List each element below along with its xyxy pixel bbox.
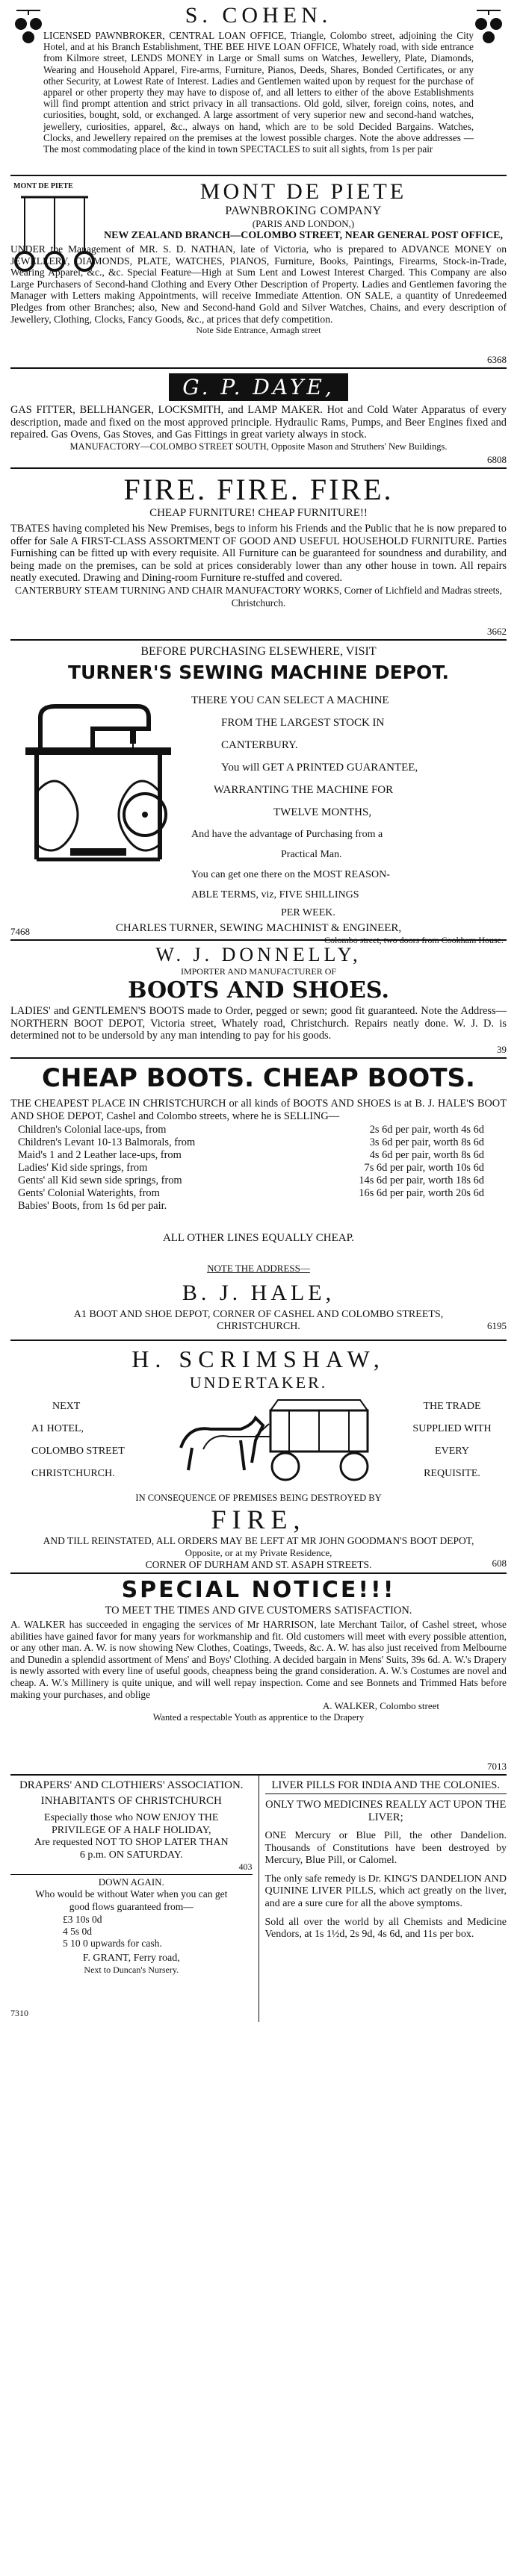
ad-mont-de-piete (10, 179, 507, 369)
ad-subtitle: PAWNBROKING COMPANY (225, 205, 382, 217)
price-row (18, 1200, 484, 1213)
ad-body: LICENSED PAWNBROKER, CENTRAL LOAN OFFICE, Triangle, Colombo street, adjoining the City Hotel, and at his Branch Establishment, THE BEE HIVE LOAN OFFICE, Whately road, with side entrance from Kilmore street, LENDS MONEY in Large or Small sums on Watches, Jewellery, Plate, Diamonds, Wearing and Household Apparel, Fire-arms, Furniture, Pianos, Deeds, Shares, Bonded Certificates, or any other Security, at Lowest Rate of Interest. Ladies and Gentlemen waited upon by request for the purchase of apparel or other property they may have to dispose of, and all letters to either of the above Establishments will find prompt attention and strict privacy in all transactions. Old gold, silver, foreign coins, notes, and curiosities, bought, sold, or exchanged. A large assortment of very superior new and second-hand watches, jewellery, curiosities, apparel, &c., always on hand, which are to be sold Decided Bargains. Watches, Clocks, and Jewellery repaired on the premises at the lowest possible charges. Note the above addresses — The most commodating place of the kind in town SPECTACLES to suit all sights, from 1s per pair (43, 30, 474, 155)
ad-line: Practical Man. (281, 849, 342, 860)
ad-paragraph: The only safe remedy is Dr. KING'S DANDELION AND QUININE LIVER PILLS, which act greatly on the liver, and are a sure cure for all the above symptoms. (264, 1873, 507, 1909)
ad-body: TBATES having completed his New Premises, begs to inform his Friends and the Public that he is now prepared to offer for Sale A FIRST-CLASS ASSORTMENT OF GOOD AND USEFUL HOUSEHOLD FURNITURE. Parties Furnishing can be fitted up with every requisite. All Furniture can be guaranteed for soundness and durability, and being made on the premises, can be sold at prices considerably lower than any other house in town. All repairs neatly executed. Drawing and Dining-room Furniture re-stuffed and covered. (10, 523, 507, 585)
ad-address: CANTERBURY STEAM TURNING AND CHAIR MANUFACTORY WORKS, Corner of Lichfield and Madras streets, Christchurch. (15, 584, 502, 609)
ad-subtitle: IMPORTER AND MANUFACTURER OF (180, 966, 337, 977)
price-value: 3s 6d per pair, worth 8s 6d (369, 1136, 484, 1149)
price-item: £3 10s 0d (63, 1913, 102, 1925)
ad-name: F. GRANT, Ferry road, (82, 1952, 180, 1964)
ad-paragraph: Who would be without Water when you can get good flows guaranteed from— (35, 1888, 228, 1912)
divider (265, 1793, 507, 1794)
ad-body: A. WALKER has succeeded in engaging the services of Mr HARRISON, late Merchant Tailor, of Cashel street, whose abilities have gained favor for many years for workmanship and fit. Old customers will meet with every possible attention, or any other man. A. W. is now showing New Clothes, Coatings, Tweeds, &c. A. W. has also just received from Melbourne and Dunedin a splendid assortment of Mens' and Boys' Clothing. A decided bargain in Mens' Suits, 39s 6d. A. W.'s Drapery is newly assorted with every line of useful goods, cheapness being the grand consideration. A. W.'s Costumes are novel and cheap. A. W.'s Millinery is quite unique, and will well repay inspection. Come and see Bonnets and Trimmed Hats before making your purchases, and oblige (10, 1619, 507, 1700)
price-item: 4 5s 0d (63, 1925, 93, 1937)
ad-line: THERE YOU CAN SELECT A MACHINE (191, 694, 389, 706)
ad-note: NOTE THE ADDRESS— (207, 1263, 310, 1275)
ad-name: B. J. HALE, (182, 1281, 335, 1306)
ad-left-line: COLOMBO STREET (31, 1446, 125, 1457)
price-item: Gents' Colonial Waterights, from (18, 1187, 160, 1200)
ad-branch: NEW ZEALAND BRANCH—COLOMBO STREET, NEAR GENERAL POST OFFICE, (103, 230, 504, 241)
ad-subtitle: UNDERTAKER. (189, 1373, 328, 1392)
ad-signature: A. WALKER, Colombo street (322, 1700, 439, 1712)
pawn-balls-icon (13, 193, 96, 275)
ad-body: UNDER the Management of MR. S. D. NATHAN, late of Victoria, who is prepared to ADVANCE MONEY on JEWELLERY, DIAMONDS, PLATE, WATCHES, PIANOS, Furniture, Books, Paintings, Firearms, Stock-in-Trade, Wearing Apparel, &c., &c. Special Feature—High at Sum Lent and Lowest Interest Charged. This Company are also Large Purchasers of Second-hand Clothing and Every Other Description of Property. Ladies and Gentlemen favoring the Manager with Letters making Appointments, will receive Immediate Attention. ON SALE, a quantity of Unredeemed Pledges from other Branches; also, New and Second-hand Gold and Silver Watches, Chains, and every description of Jewellery, Clothing, Clocks, Fancy Goods, &c., at prices that defy competition. (10, 243, 507, 325)
price-item: Babies' Boots, from 1s 6d per pair. (18, 1200, 167, 1213)
ad-daye (10, 373, 507, 469)
price-list (10, 1914, 253, 1950)
ad-body: GAS FITTER, BELLHANGER, LOCKSMITH, and LAMP MAKER. Hot and Cold Water Apparatus of every description, made and fixed on the most approved principle. Hydraulic Rams, Pumps, and Beer Engines fixed and repaired. Gas Ovens, Gas Stoves, and Gas Fittings in great variety always in stock. (10, 404, 507, 441)
price-item: Ladies' Kid side springs, from (18, 1162, 148, 1175)
price-value: 7s 6d per pair, worth 10s 6d (364, 1162, 484, 1175)
ad-left-line: NEXT (52, 1401, 81, 1412)
ad-right-line: EVERY (435, 1446, 469, 1457)
price-value: 14s 6d per pair, worth 18s 6d (359, 1175, 484, 1187)
ad-subtitle: INHABITANTS OF CHRISTCHURCH (40, 1795, 222, 1807)
ad-scrimshaw (10, 1345, 507, 1574)
price-item: 5 10 0 upwards for cash. (63, 1937, 162, 1949)
ad-footer: Note Side Entrance, Armagh street (196, 325, 321, 336)
ad-line: PER WEEK. (281, 907, 335, 918)
newspaper-page (0, 3, 523, 2576)
price-row (18, 1149, 484, 1162)
ad-line: TWELVE MONTHS, (273, 806, 372, 818)
ad-number: 6195 (487, 1320, 507, 1331)
ad-heading: DOWN AGAIN. (98, 1876, 164, 1888)
ad-line: And have the advantage of Purchasing from a (191, 829, 383, 840)
ad-body: LADIES' and GENTLEMEN'S BOOTS made to Order, pegged or sewn; good fit guaranteed. Note the Address—NORTHERN BOOT DEPOT, Victoria street, Whately road, Christchurch. Repairs neatly done. W. J. D. is determined not to be undersold by any man intending to pay for his goods. (10, 1005, 507, 1042)
ad-number: 7013 (487, 1761, 507, 1772)
price-row (18, 1162, 484, 1175)
price-item: Children's Levant 10-13 Balmorals, from (18, 1136, 196, 1149)
ad-consequence: IN CONSEQUENCE OF PREMISES BEING DESTROYED BY (135, 1493, 382, 1503)
price-item: Children's Colonial lace-ups, from (18, 1124, 167, 1136)
ad-line: WARRANTING THE MACHINE FOR (214, 784, 394, 796)
ad-label: MONT DE PIETE (13, 182, 73, 190)
pawn-balls-icon (474, 7, 504, 45)
ad-orders: AND TILL REINSTATED, ALL ORDERS MAY BE LEFT AT MR JOHN GOODMAN'S BOOT DEPOT, (43, 1535, 474, 1546)
ad-number: 7310 (10, 2008, 28, 2018)
ad-number: 6368 (487, 354, 507, 365)
ad-title: W. J. DONNELLY, (155, 944, 362, 965)
price-row (18, 1136, 484, 1149)
bottom-columns (10, 1776, 507, 2022)
price-value: 16s 6d per pair, worth 20s 6d (359, 1187, 484, 1200)
ad-number: 39 (497, 1044, 507, 1055)
ad-title: S. COHEN. (185, 3, 332, 28)
price-value: 2s 6d per pair, worth 4s 6d (369, 1124, 484, 1136)
ad-title: LIVER PILLS FOR INDIA AND THE COLONIES. (271, 1779, 500, 1791)
ad-number: 3662 (487, 626, 507, 637)
ad-title: SPECIAL NOTICE!!! (121, 1577, 396, 1603)
ad-title: TURNER'S SEWING MACHINE DEPOT. (68, 662, 449, 683)
ad-walker (10, 1577, 507, 1776)
ad-title: H. SCRIMSHAW, (131, 1345, 386, 1372)
ad-title: G. P. DAYE, (169, 373, 348, 401)
ad-address: Next to Duncan's Nursery. (84, 1964, 179, 1975)
price-item: Gents' all Kid sewn side springs, from (18, 1175, 182, 1187)
ad-donnelly (10, 944, 507, 1059)
ad-opposite: Opposite, or at my Private Residence, (185, 1547, 332, 1558)
ad-line: FROM THE LARGEST STOCK IN (221, 717, 385, 729)
ad-intro: BEFORE PURCHASING ELSEWHERE, VISIT (140, 645, 377, 658)
ad-subtitle-paren: (PARIS AND LONDON,) (252, 218, 355, 229)
ad-number: 6808 (487, 454, 507, 465)
price-value: 4s 6d per pair, worth 8s 6d (369, 1149, 484, 1162)
ad-subtitle: CHEAP FURNITURE! CHEAP FURNITURE!! (149, 507, 368, 519)
ad-liver-pills (259, 1776, 507, 2022)
ad-hale (10, 1063, 507, 1341)
ad-turner (10, 645, 507, 945)
sewing-machine-icon (10, 688, 182, 874)
ad-number: 403 (238, 1861, 253, 1873)
ad-footer: Wanted a respectable Youth as apprentice to the Drapery (152, 1712, 365, 1723)
ad-address: MANUFACTORY—COLOMBO STREET SOUTH, Opposite Mason and Struthers' New Buildings. (69, 441, 448, 452)
ad-other-lines: ALL OTHER LINES EQUALLY CHEAP. (162, 1232, 355, 1245)
ad-line: ABLE TERMS, viz, FIVE SHILLINGS (191, 889, 359, 900)
price-row (18, 1175, 484, 1187)
ad-paragraph: Especially those who NOW ENJOY THE PRIVILEGE OF A HALF HOLIDAY, (44, 1812, 219, 1836)
ad-title: FIRE. FIRE. FIRE. (123, 473, 394, 506)
ad-right-line: THE TRADE (423, 1401, 481, 1412)
pawn-balls-icon (13, 7, 43, 45)
ad-left-line: A1 HOTEL, (31, 1423, 84, 1434)
ad-title: DRAPERS' AND CLOTHIERS' ASSOCIATION. (19, 1779, 244, 1791)
ad-fire: FIRE, (211, 1505, 306, 1534)
ad-paragraph: ONE Mercury or Blue Pill, the other Dandelion. Thousands of Constitutions have been destroyed by Mercury, Blue Pill, or Calomel. (264, 1830, 507, 1867)
ad-line: You can get one there on the MOST REASON- (191, 869, 390, 880)
price-list (10, 1124, 507, 1213)
ad-title: MONT DE PIETE (199, 179, 407, 204)
ad-address: A1 BOOT AND SHOE DEPOT, CORNER OF CASHEL AND COLOMBO STREETS, CHRISTCHURCH. (73, 1309, 444, 1333)
ad-paragraph: Sold all over the world by all Chemists and Medicine Vendors, at 1s 1½d, 2s 9d, 4s 6d, and 11s per box. (264, 1916, 507, 1941)
ad-line: You will GET A PRINTED GUARANTEE, (221, 762, 418, 774)
ad-footer: CHARLES TURNER, SEWING MACHINIST & ENGINEER, (115, 922, 402, 934)
ad-drapers (10, 1776, 259, 2022)
ad-left-line: CHRISTCHURCH. (31, 1468, 115, 1479)
price-row (18, 1124, 484, 1136)
ad-corner: CORNER OF DURHAM AND ST. ASAPH STREETS. (145, 1559, 372, 1570)
ad-number: 608 (492, 1558, 507, 1569)
ad-cohen (10, 3, 507, 176)
divider (10, 1874, 253, 1875)
ad-number: 7468 (10, 926, 30, 937)
ad-subtitle: ONLY TWO MEDICINES REALLY ACT UPON THE LIVER; (265, 1799, 507, 1823)
price-row (18, 1187, 484, 1200)
ad-intro: THE CHEAPEST PLACE IN CHRISTCHURCH or all kinds of BOOTS AND SHOES is at B. J. HALE'S BOOT AND SHOE DEPOT, Cashel and Colombo streets, where he is SELLING— (10, 1098, 507, 1122)
ad-right-line: REQUISITE. (424, 1468, 480, 1479)
ad-fire-bates (10, 472, 507, 641)
price-item: Maid's 1 and 2 Leather lace-ups, from (18, 1149, 182, 1162)
hearse-carriage-icon (158, 1396, 397, 1485)
ad-address: Colombo street, two doors from Cookham House. (324, 935, 504, 945)
ad-paragraph: Are requested NOT TO SHOP LATER THAN 6 p.m. ON SATURDAY. (34, 1837, 229, 1861)
ad-line: CANTERBURY. (221, 739, 298, 751)
ad-title: CHEAP BOOTS. CHEAP BOOTS. (42, 1063, 475, 1093)
ad-subtitle: TO MEET THE TIMES AND GIVE CUSTOMERS SATISFACTION. (105, 1605, 412, 1617)
ad-right-line: SUPPLIED WITH (412, 1423, 492, 1434)
ad-big-heading: BOOTS AND SHOES. (128, 977, 389, 1004)
